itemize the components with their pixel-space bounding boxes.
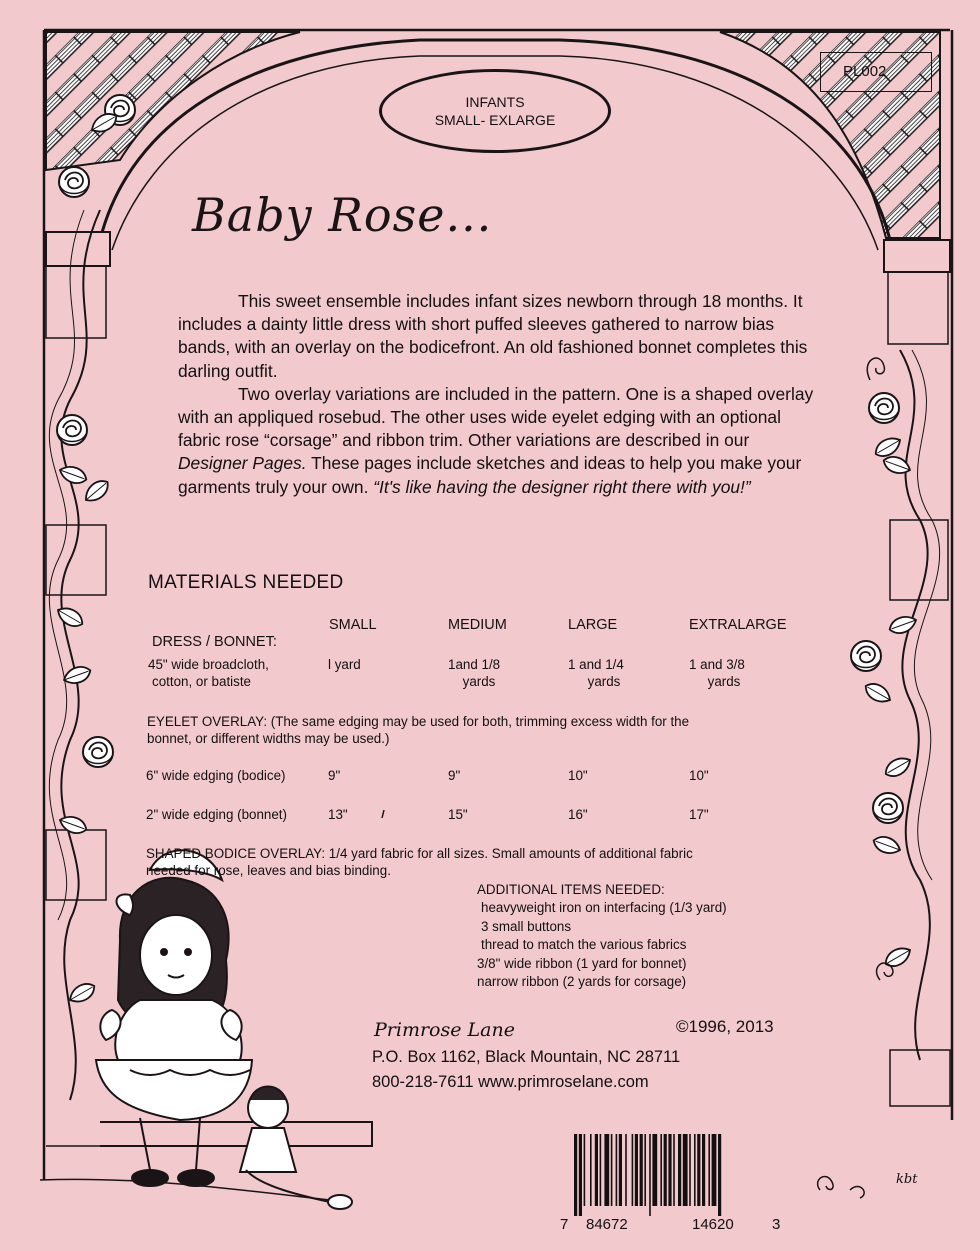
eyelet-row-value: 13" [328,807,348,822]
eyelet-row-value: 17" [689,807,709,822]
upc-barcode [560,1132,790,1236]
barcode-digits-left: 84672 [586,1216,628,1233]
eyelet-note-line: EYELET OVERLAY: (The same edging may be used for both, trimming excess width for the [147,714,690,729]
yardage-line: 1and 1/8 [448,657,501,672]
barcode-bar [673,1134,675,1206]
barcode-bar [619,1134,622,1206]
yardage-line: yards [462,674,496,689]
dress-yardage-medium [448,656,510,690]
barcode-bar [697,1134,700,1206]
additional-items [477,881,727,991]
pattern-description [178,290,818,499]
barcode-bar [635,1134,638,1206]
barcode-bar [712,1134,717,1206]
fabric-line: 45" wide broadcloth, [148,657,269,672]
barcode-bar [616,1134,618,1206]
barcode-bar [595,1134,598,1206]
additional-item: thread to match the various fabrics [481,937,687,953]
barcode-digit: 7 [560,1216,569,1233]
yardage-line: yards [707,674,741,689]
eyelet-overlay-note [147,713,827,747]
additional-items-heading: ADDITIONAL ITEMS NEEDED: [477,882,665,897]
yardage-line: yards [587,674,621,689]
additional-item: 3/8" wide ribbon (1 yard for bonnet) [477,955,687,971]
barcode-bar [604,1134,609,1206]
eyelet-row-value: 9" [328,768,341,783]
eyelet-row-label: 6" wide edging (bodice) [146,768,286,783]
fabric-line: cotton, or batiste [152,674,251,689]
description-text-continued: These pages include sketches and ideas to help you make your garments truly your own. [178,453,802,497]
description-paragraph-2 [178,383,818,499]
barcode-bar [625,1134,627,1206]
designer-quote: “It's like having the designer right there with you!” [373,476,751,497]
barcode-bar [683,1134,688,1206]
shaped-bodice-note [146,845,836,879]
eyelet-note-line: bonnet, or different widths may be used.) [147,731,390,746]
designer-pages-ref: Designer Pages. [178,453,307,474]
shaped-note-line: needed for rose, leaves and bias binding. [146,863,391,878]
dress-yardage-large [568,656,640,690]
dress-yardage-small: l yard [328,657,361,672]
barcode-bar [600,1134,602,1206]
barcode-bar [668,1134,671,1206]
copyright: ©1996, 2013 [676,1017,774,1036]
barcode-bars [570,1132,790,1216]
additional-item: narrow ribbon (2 yards for corsage) [477,974,687,990]
description-text: Two overlay variations are included in the pattern. One is a shaped overlay with an appliqued rosebud. The other uses wide eyelet edging with an optional fabric rose “corsage” and ribbon trim. Other variations are described in our [178,383,814,451]
badge-audience: INFANTS [465,94,525,110]
yardage-line: 1 and 3/8 [689,657,745,672]
dress-yardage-extralarge [689,656,759,690]
size-header-extralarge: EXTRALARGE [689,617,787,633]
barcode-bar [640,1134,643,1206]
barcode-bar [708,1134,710,1206]
yardage-line: 1 and 1/4 [568,657,624,672]
additional-item: 3 small buttons [481,918,572,934]
eyelet-row-value: 16" [568,807,588,822]
shaped-note-line: SHAPED BODICE OVERLAY: 1/4 yard fabric for all sizes. Small amounts of additional fabric [146,846,693,861]
eyelet-row-label: 2" wide edging (bonnet) [146,807,287,822]
eyelet-row-value: 15" [448,807,468,822]
barcode-bar [660,1134,662,1206]
barcode-check-digit: 3 [772,1216,781,1233]
publisher-contact: 800-218-7611 www.primroselane.com [372,1073,649,1091]
size-header-medium: MEDIUM [448,617,507,633]
barcode-bar [652,1134,657,1206]
materials-heading: MATERIALS NEEDED [148,572,344,593]
eyelet-row-value: 10" [568,768,588,783]
pattern-title: Baby Rose... [192,188,493,242]
eyelet-row-value: 9" [448,768,461,783]
barcode-bar [689,1134,691,1206]
eyelet-row-value: 10" [689,768,709,783]
dress-fabric-desc [148,656,269,690]
size-header-large: LARGE [568,617,618,633]
barcode-bar [574,1134,577,1216]
barcode-bar [584,1134,586,1206]
barcode-bar [702,1134,705,1206]
barcode-bar [579,1134,582,1216]
barcode-bar [590,1134,592,1206]
description-paragraph-1: This sweet ensemble includes infant sizes newborn through 18 months. It includes a dainty little dress with short puffed sleeves gathered to narrow bias bands, with an overlay on the bodicefront. An old fashioned bonnet completes this darling outfit. [178,291,808,381]
barcode-bar [644,1134,646,1206]
additional-item: heavyweight iron on interfacing (1/3 yard) [481,900,727,916]
barcode-bar [632,1134,634,1206]
barcode-bar [611,1134,613,1206]
size-range-badge [379,69,611,153]
artist-signature: kbt [896,1172,918,1187]
barcode-bar [718,1134,721,1216]
badge-sizes: SMALL- EXLARGE [434,112,556,128]
size-header-small: SMALL [329,617,377,633]
dress-bonnet-label: DRESS / BONNET: [152,634,277,650]
publisher-brand: Primrose Lane [374,1019,515,1041]
barcode-bar [664,1134,667,1206]
girl-with-doll-illustration [96,850,352,1209]
publisher-address: P.O. Box 1162, Black Mountain, NC 28711 [372,1048,681,1066]
barcode-bar [694,1134,696,1206]
barcode-digits-right: 14620 [692,1216,734,1233]
pattern-code: PL002 [820,52,932,92]
barcode-bar [678,1134,681,1206]
barcode-bar [649,1134,651,1216]
